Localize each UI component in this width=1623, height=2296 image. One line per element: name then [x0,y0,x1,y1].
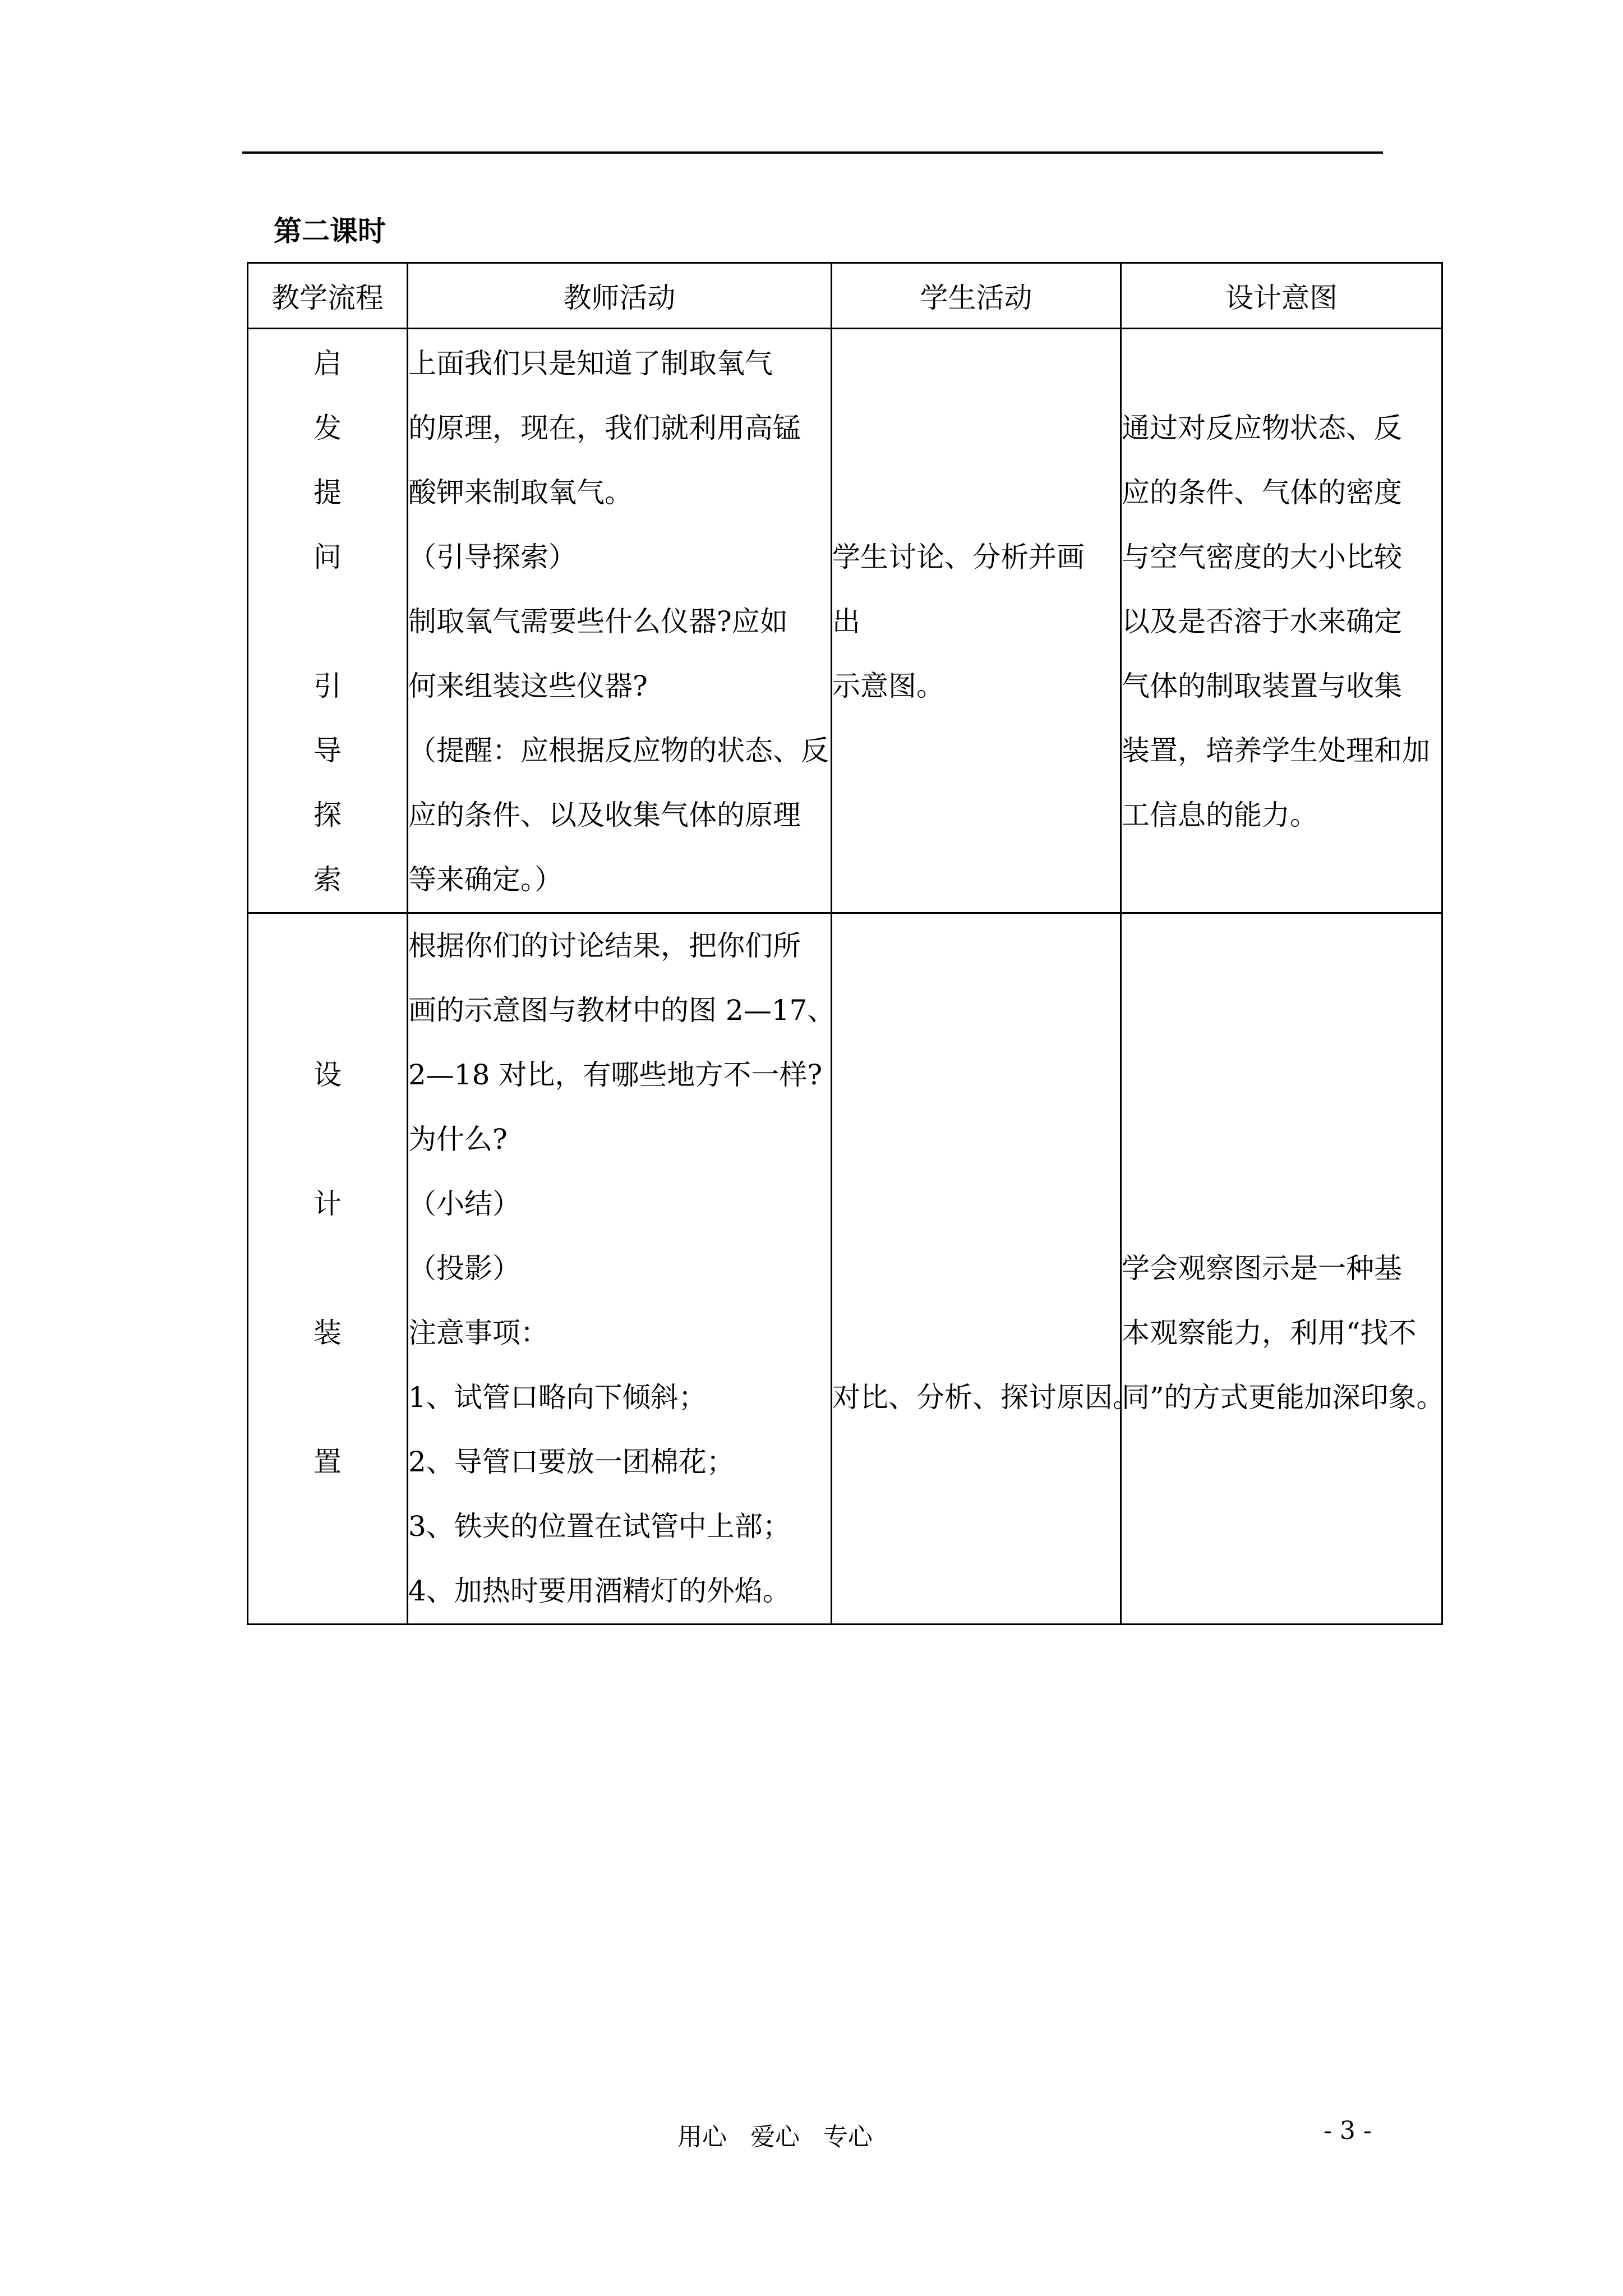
text-line [832,1236,1120,1301]
text-line [832,719,1120,783]
table-row [248,329,1442,913]
text-line: 制取氧气需要些什么仪器?应如 [408,605,788,638]
text-line [1122,1043,1441,1107]
text-line [1122,1494,1441,1559]
header-cell-student: 学生活动 [832,263,1121,329]
text-line [832,1107,1120,1172]
text-line: 画的示意图与教材中的图 2—17、 [408,994,836,1027]
header-cell-intent: 设计意图 [1121,263,1442,329]
student-activity-cell [832,913,1141,1625]
stage-char: 置 [313,1446,342,1478]
text-line [832,1494,1120,1559]
header-cell-teacher: 教师活动 [408,263,832,329]
stage-char [248,590,407,654]
stage-char: 启 [313,347,342,380]
stage-char [248,1107,407,1172]
text-line: 通过对反应物状态、反 [1122,412,1402,444]
text-line: 对比、分析、探讨原因。 [832,1381,1141,1414]
text-line: 3、铁夹的位置在试管中上部； [408,1510,791,1543]
text-line: （小结） [408,1188,520,1220]
table-row [248,913,1442,1625]
text-line [1122,848,1441,912]
stage-char: 提 [313,476,342,509]
text-line: （投影） [408,1252,520,1285]
stage-char: 设 [313,1059,342,1091]
text-line [832,1559,1120,1623]
stage-char [248,914,407,978]
text-line: 2—18 对比，有哪些地方不一样? [408,1059,823,1091]
text-line: 学生讨论、分析并画 [832,541,1085,573]
text-line [1122,1559,1441,1623]
text-line [832,978,1120,1043]
text-line [832,1043,1120,1107]
text-line: 1、试管口略向下倾斜； [408,1381,707,1414]
design-intent-cell [1121,913,1445,1625]
text-line [832,914,1120,978]
text-line: （提醒：应根据反应物的状态、反 [408,734,829,767]
text-line [1122,1107,1441,1172]
footer-motto: 用心 爱心 专心 [677,2123,873,2151]
text-line [832,1172,1120,1236]
text-line: 学会观察图示是一种基 [1122,1252,1402,1285]
section-title: 第二课时 [274,214,386,247]
stage-cell [248,329,408,913]
design-intent-cell [1121,329,1442,913]
stage-char: 装 [313,1317,342,1349]
stage-char [248,978,407,1043]
text-line: 装置，培养学生处理和加 [1122,734,1430,767]
text-line: 工信息的能力。 [1122,799,1318,831]
stage-char [248,1236,407,1301]
text-line: 根据你们的讨论结果，把你们所 [408,930,801,962]
text-line: 何来组装这些仪器? [408,670,648,702]
text-line [1122,978,1441,1043]
text-line: 与空气密度的大小比较 [1122,541,1402,573]
stage-char: 索 [313,863,342,896]
stage-char: 引 [313,670,342,702]
text-line: 的原理，现在，我们就利用高锰 [408,412,801,444]
text-line [832,396,1120,461]
text-line: 同”的方式更能加深印象。 [1122,1381,1445,1414]
text-line: 上面我们只是知道了制取氧气 [408,347,773,380]
student-activity-cell [832,329,1121,913]
text-line: 气体的制取装置与收集 [1122,670,1402,702]
text-line [832,461,1120,525]
text-line: 出 [832,605,860,638]
stage-char: 导 [313,734,342,767]
text-line: 应的条件、气体的密度 [1122,476,1402,509]
text-line [832,332,1120,396]
text-line: （引导探索） [408,541,577,573]
header-cell-flow: 教学流程 [248,263,408,329]
text-line: 应的条件、以及收集气体的原理 [408,799,801,831]
text-line: 示意图。 [832,670,944,702]
teacher-activity-cell [408,913,836,1625]
text-line [832,1301,1120,1365]
page-number: - 3 - [1324,2116,1372,2145]
stage-char [248,1494,407,1559]
text-line: 以及是否溶于水来确定 [1122,605,1402,638]
text-line [1122,332,1441,396]
text-line: 4、加热时要用酒精灯的外焰。 [408,1575,791,1607]
stage-char: 问 [313,541,342,573]
stage-char [248,1365,407,1430]
text-line [1122,1430,1441,1494]
stage-char: 计 [313,1188,342,1220]
stage-char [248,1559,407,1623]
teacher-activity-cell [408,329,832,913]
table-header-row [248,263,1442,329]
stage-char: 探 [313,799,342,831]
text-line: 酸钾来制取氧气。 [408,476,633,509]
text-line [832,848,1120,912]
lesson-plan-table [247,262,1443,1625]
text-line: 等来确定。） [408,863,562,896]
text-line [832,783,1120,848]
text-line [1122,1172,1441,1236]
header-rule [242,151,1383,154]
text-line: 注意事项： [408,1317,548,1349]
text-line: 2、导管口要放一团棉花； [408,1446,735,1478]
text-line: 本观察能力，利用“找不 [1122,1317,1417,1349]
stage-char: 发 [313,412,342,444]
text-line: 为什么? [408,1123,508,1156]
stage-cell [248,913,408,1625]
text-line [832,1430,1120,1494]
text-line [1122,914,1441,978]
